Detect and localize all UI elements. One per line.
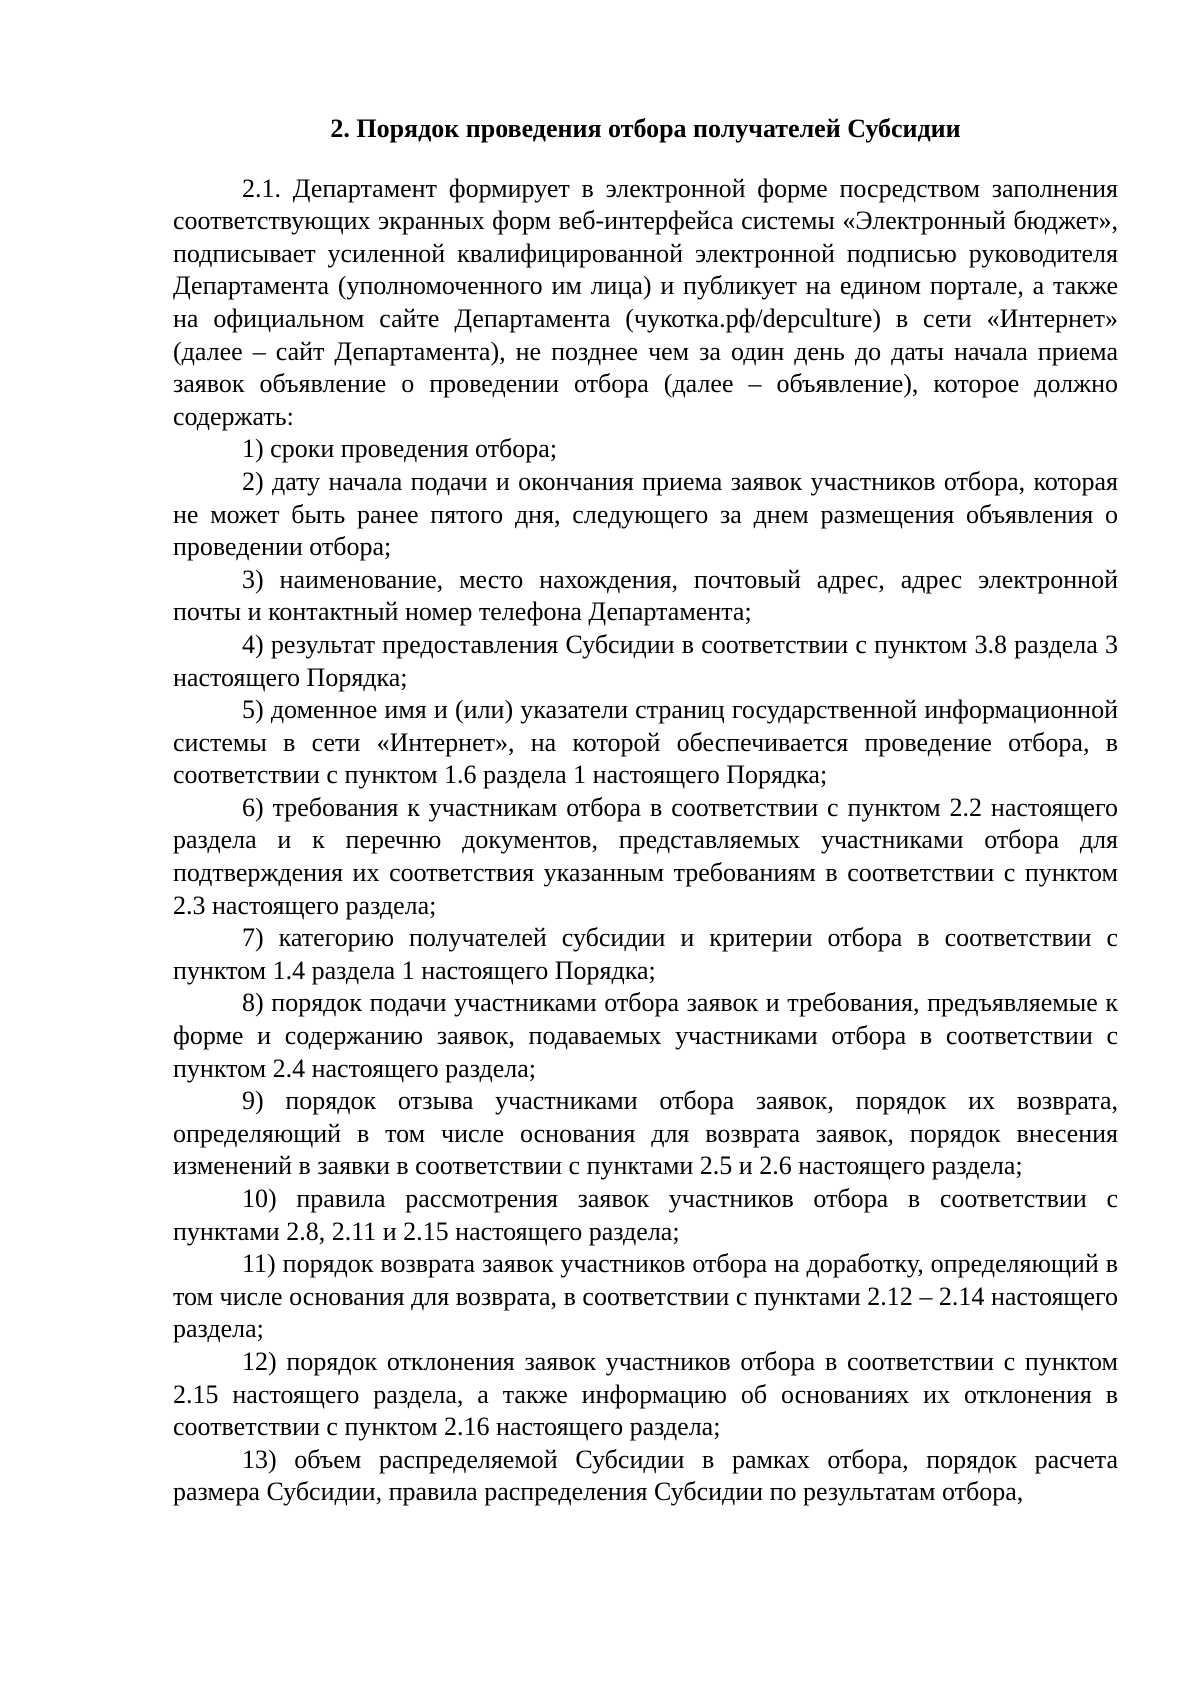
document-body xyxy=(173,113,1118,1509)
list-item-11: 11) порядок возврата заявок участников отбора на доработку, определяющий в том числе основания для возврата, в соответствии с пунктами 2.12 – 2.14 настоящего раздела; xyxy=(173,1249,1118,1344)
paragraph-2-1: 2.1. Департамент формирует в электронной форме посредством заполнения соответствующих экранных форм веб-интерфейса системы «Электронный бюджет», подписывает усиленной квалифицированной электронной подписью руководителя Департамента (уполномоченного им лица) и публикует на едином портале, а также на официальном сайте Департамента (чукотка.рф/depculture) в сети «Интернет» (далее – сайт Департамента), не позднее чем за один день до даты начала приема заявок объявление о проведении отбора (далее – объявление), которое должно содержать: xyxy=(173,173,1118,431)
list-item-9: 9) порядок отзыва участниками отбора заявок, порядок их возврата, определяющий в том числе основания для возврата заявок, порядок внесения изменений в заявки в соответствии с пунктами 2.5 и 2.6 настоящего раздела; xyxy=(173,1086,1118,1181)
list-item-6: 6) требования к участникам отбора в соответствии с пунктом 2.2 настоящего раздела и к перечню документов, представляемых участниками отбора для подтверждения их соответствия указанным требованиям в соответствии с пунктом 2.3 настоящего раздела; xyxy=(173,792,1118,920)
list-item-10: 10) правила рассмотрения заявок участников отбора в соответствии с пунктами 2.8, 2.11 и 2.15 настоящего раздела; xyxy=(173,1184,1118,1246)
list-item-13: 13) объем распределяемой Субсидии в рамках отбора, порядок расчета размера Субсидии, правила распределения Субсидии по результатам отбора, xyxy=(173,1444,1118,1507)
list-item-2: 2) дату начала подачи и окончания приема заявок участников отбора, которая не может быть ранее пятого дня, следующего за днем размещения объявления о проведении отбора; xyxy=(173,466,1118,562)
list-item-7: 7) категорию получателей субсидии и критерии отбора в соответствии с пунктом 1.4 раздела 1 настоящего Порядка; xyxy=(173,923,1118,985)
list-item-3: 3) наименование, место нахождения, почтовый адрес, адрес электронной почты и контактный номер телефона Департамента; xyxy=(173,564,1118,627)
list-item-12: 12) порядок отклонения заявок участников отбора в соответствии с пунктом 2.15 настоящего раздела, а также информацию об основаниях их отклонения в соответствии с пунктом 2.16 настоящего раздела; xyxy=(173,1346,1118,1442)
list-item-5: 5) доменное имя и (или) указатели страниц государственной информационной системы в сети «Интернет», на которой обеспечивается проведение отбора, в соответствии с пунктом 1.6 раздела 1 настоящего Порядка; xyxy=(173,695,1118,790)
section-title: 2. Порядок проведения отбора получателей Субсидии xyxy=(330,114,961,143)
list-item-1: 1) сроки проведения отбора; xyxy=(242,434,558,464)
list-item-4: 4) результат предоставления Субсидии в соответствии с пунктом 3.8 раздела 3 настоящего Порядка; xyxy=(173,629,1118,692)
list-item-8: 8) порядок подачи участниками отбора заявок и требования, предъявляемые к форме и содержанию заявок, подаваемых участниками отбора в соответствии с пунктом 2.4 настоящего раздела; xyxy=(173,988,1118,1083)
